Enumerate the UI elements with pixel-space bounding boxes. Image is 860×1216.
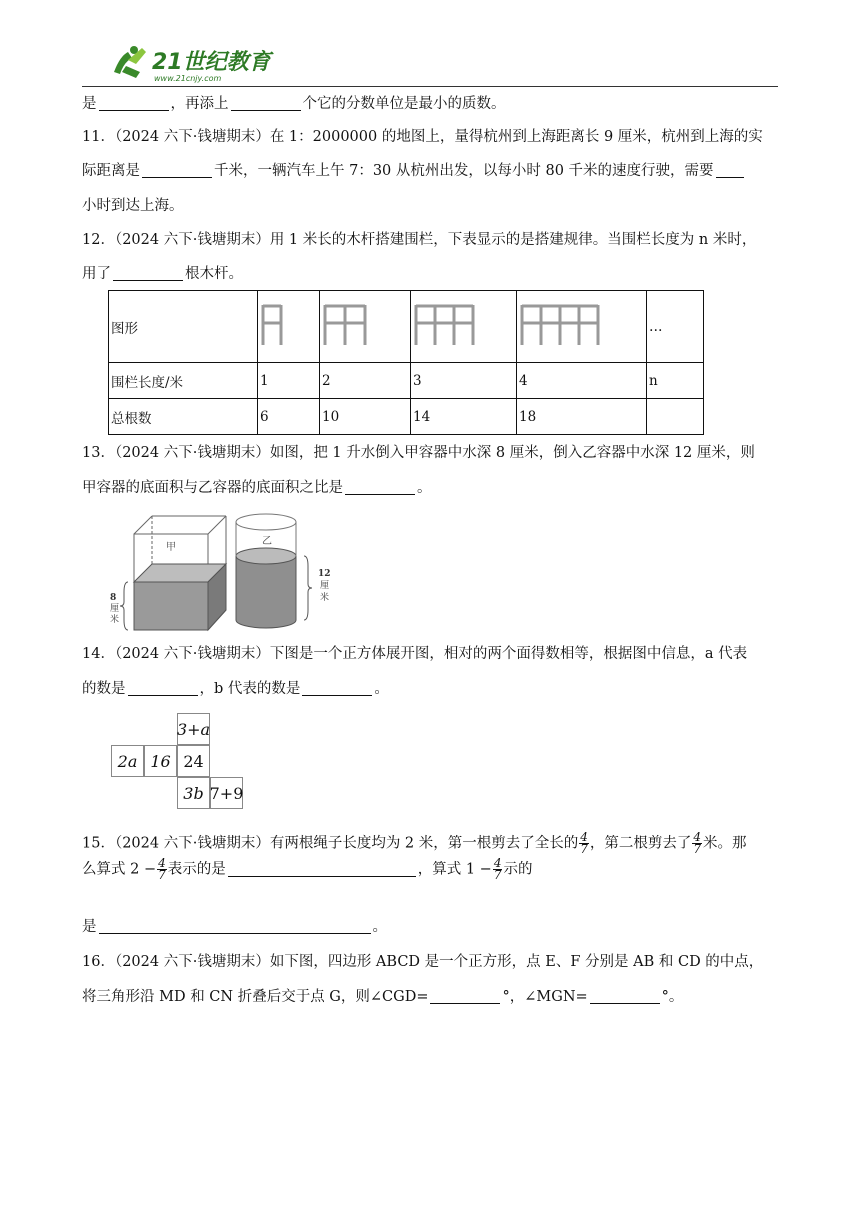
logo-text: 21世纪教育: [152, 50, 271, 75]
label-yi: 乙: [262, 536, 272, 547]
fence-icon-1: [260, 303, 284, 347]
q11-line-3: 小时到达上海。: [82, 198, 184, 214]
answer-blank[interactable]: [590, 988, 660, 1004]
length-cell: 1: [258, 363, 320, 399]
logo-21cnjy: [106, 42, 286, 84]
row-label-length: 围栏长度/米: [109, 363, 258, 399]
answer-blank[interactable]: [113, 265, 183, 281]
answer-blank[interactable]: [430, 988, 500, 1004]
fence-icon-4: [519, 303, 603, 347]
q13-line-1: 13．（2024 六下·钱塘期末）如图，把 1 升水倒入甲容器中水深 8 厘米，倒入乙容器中水深 12 厘米，则: [82, 445, 755, 461]
q10-line: 是 ，再添上 个它的分数单位是最小的质数。: [82, 96, 506, 112]
count-cell: 14: [411, 399, 517, 435]
q15-line-1: 15．（2024 六下·钱塘期末）有两根绳子长度均为 2 米，第一根剪去了全长的 $\frac{4}{7}$ ，第二根剪去了 $\frac{4}{7}$ 米。那: [82, 830, 747, 856]
label-jia: 甲: [166, 542, 176, 553]
logo-subtext: www.21cnjy.com: [154, 74, 222, 83]
label-8: 8: [110, 593, 117, 603]
answer-blank[interactable]: [231, 95, 301, 111]
row-label-figure: 图形: [109, 291, 258, 363]
svg-text:厘: 厘: [110, 604, 120, 614]
fence-icon-2: [322, 303, 368, 347]
svg-text:厘: 厘: [320, 581, 330, 591]
net-cell: 16: [144, 745, 177, 777]
answer-blank[interactable]: [345, 479, 415, 495]
row-label-count: 总根数: [109, 399, 258, 435]
fraction: $\frac{4}{7}$: [493, 856, 502, 882]
answer-blank[interactable]: [716, 162, 744, 178]
container-yi: [236, 514, 296, 628]
q11-line-1: 11．（2024 六下·钱塘期末）在 1：2000000 的地图上，量得杭州到上海距离长 9 厘米，杭州到上海的实: [82, 129, 763, 145]
count-cell: 18: [517, 399, 647, 435]
length-cell: 3: [411, 363, 517, 399]
q12-line-1: 12．（2024 六下·钱塘期末）用 1 米长的木杆搭建围栏，下表显示的是搭建规律。当围栏长度为 n 米时，: [82, 232, 757, 248]
fence-table: [108, 290, 704, 435]
length-cell: 4: [517, 363, 647, 399]
q14-line-2: 的数是 ，b 代表的数是 。: [82, 681, 389, 697]
count-cell: 10: [320, 399, 411, 435]
answer-blank[interactable]: [142, 162, 212, 178]
svg-text:米: 米: [110, 615, 120, 625]
q14-line-1: 14．（2024 六下·钱塘期末）下图是一个正方体展开图，相对的两个面得数相等，根据图中信息，a 代表: [82, 646, 748, 662]
containers-figure: [108, 512, 348, 634]
q15-line-3: 是 。: [82, 919, 387, 935]
answer-blank[interactable]: [302, 680, 372, 696]
net-cell: 7+9: [210, 777, 243, 809]
fence-figure-4: [517, 291, 647, 363]
net-cell: 3b: [177, 777, 210, 809]
count-cell: [647, 399, 704, 435]
fraction: $\frac{4}{7}$: [158, 856, 166, 882]
fraction: $\frac{4}{7}$: [693, 830, 702, 856]
svg-text:米: 米: [320, 593, 330, 603]
net-cell: 24: [177, 745, 210, 777]
fence-figure-3: [411, 291, 517, 363]
label-12: 12: [318, 569, 331, 579]
fence-icon-3: [413, 303, 477, 347]
q12-line-2: 用了 根木杆。: [82, 266, 243, 282]
page-header: [82, 40, 778, 87]
fraction: $\frac{4}{7}$: [580, 830, 588, 856]
length-cell: n: [647, 363, 704, 399]
q13-line-2: 甲容器的底面积与乙容器的底面积之比是 。: [82, 480, 432, 496]
fence-figure-2: [320, 291, 411, 363]
net-cell: 2a: [111, 745, 144, 777]
length-cell: 2: [320, 363, 411, 399]
answer-blank[interactable]: [99, 918, 371, 934]
count-cell: 6: [258, 399, 320, 435]
q11-line-2: 际距离是 千米，一辆汽车上午 7：30 从杭州出发，以每小时 80 千米的速度行驶，需要: [82, 161, 746, 181]
answer-blank[interactable]: [228, 861, 416, 877]
ellipsis-cell: …: [647, 291, 704, 363]
answer-blank[interactable]: [128, 680, 198, 696]
q15-line-2: 么算式 2 − $\frac{4}{7}$ 表示的是 ，算式 1 − $\frac{4}{7}$ 示的: [82, 856, 533, 882]
fence-figure-1: [258, 291, 320, 363]
q16-line-1: 16．（2024 六下·钱塘期末）如下图，四边形 ABCD 是一个正方形，点 E、F 分别是 AB 和 CD 的中点，: [82, 954, 764, 970]
net-cell: 3+a: [177, 713, 210, 745]
brace-right: [304, 556, 312, 620]
answer-blank[interactable]: [99, 95, 169, 111]
brace-left: [120, 582, 128, 630]
q16-line-2: 将三角形沿 MD 和 CN 折叠后交于点 G，则∠CGD= °，∠MGN= °。: [82, 989, 684, 1005]
